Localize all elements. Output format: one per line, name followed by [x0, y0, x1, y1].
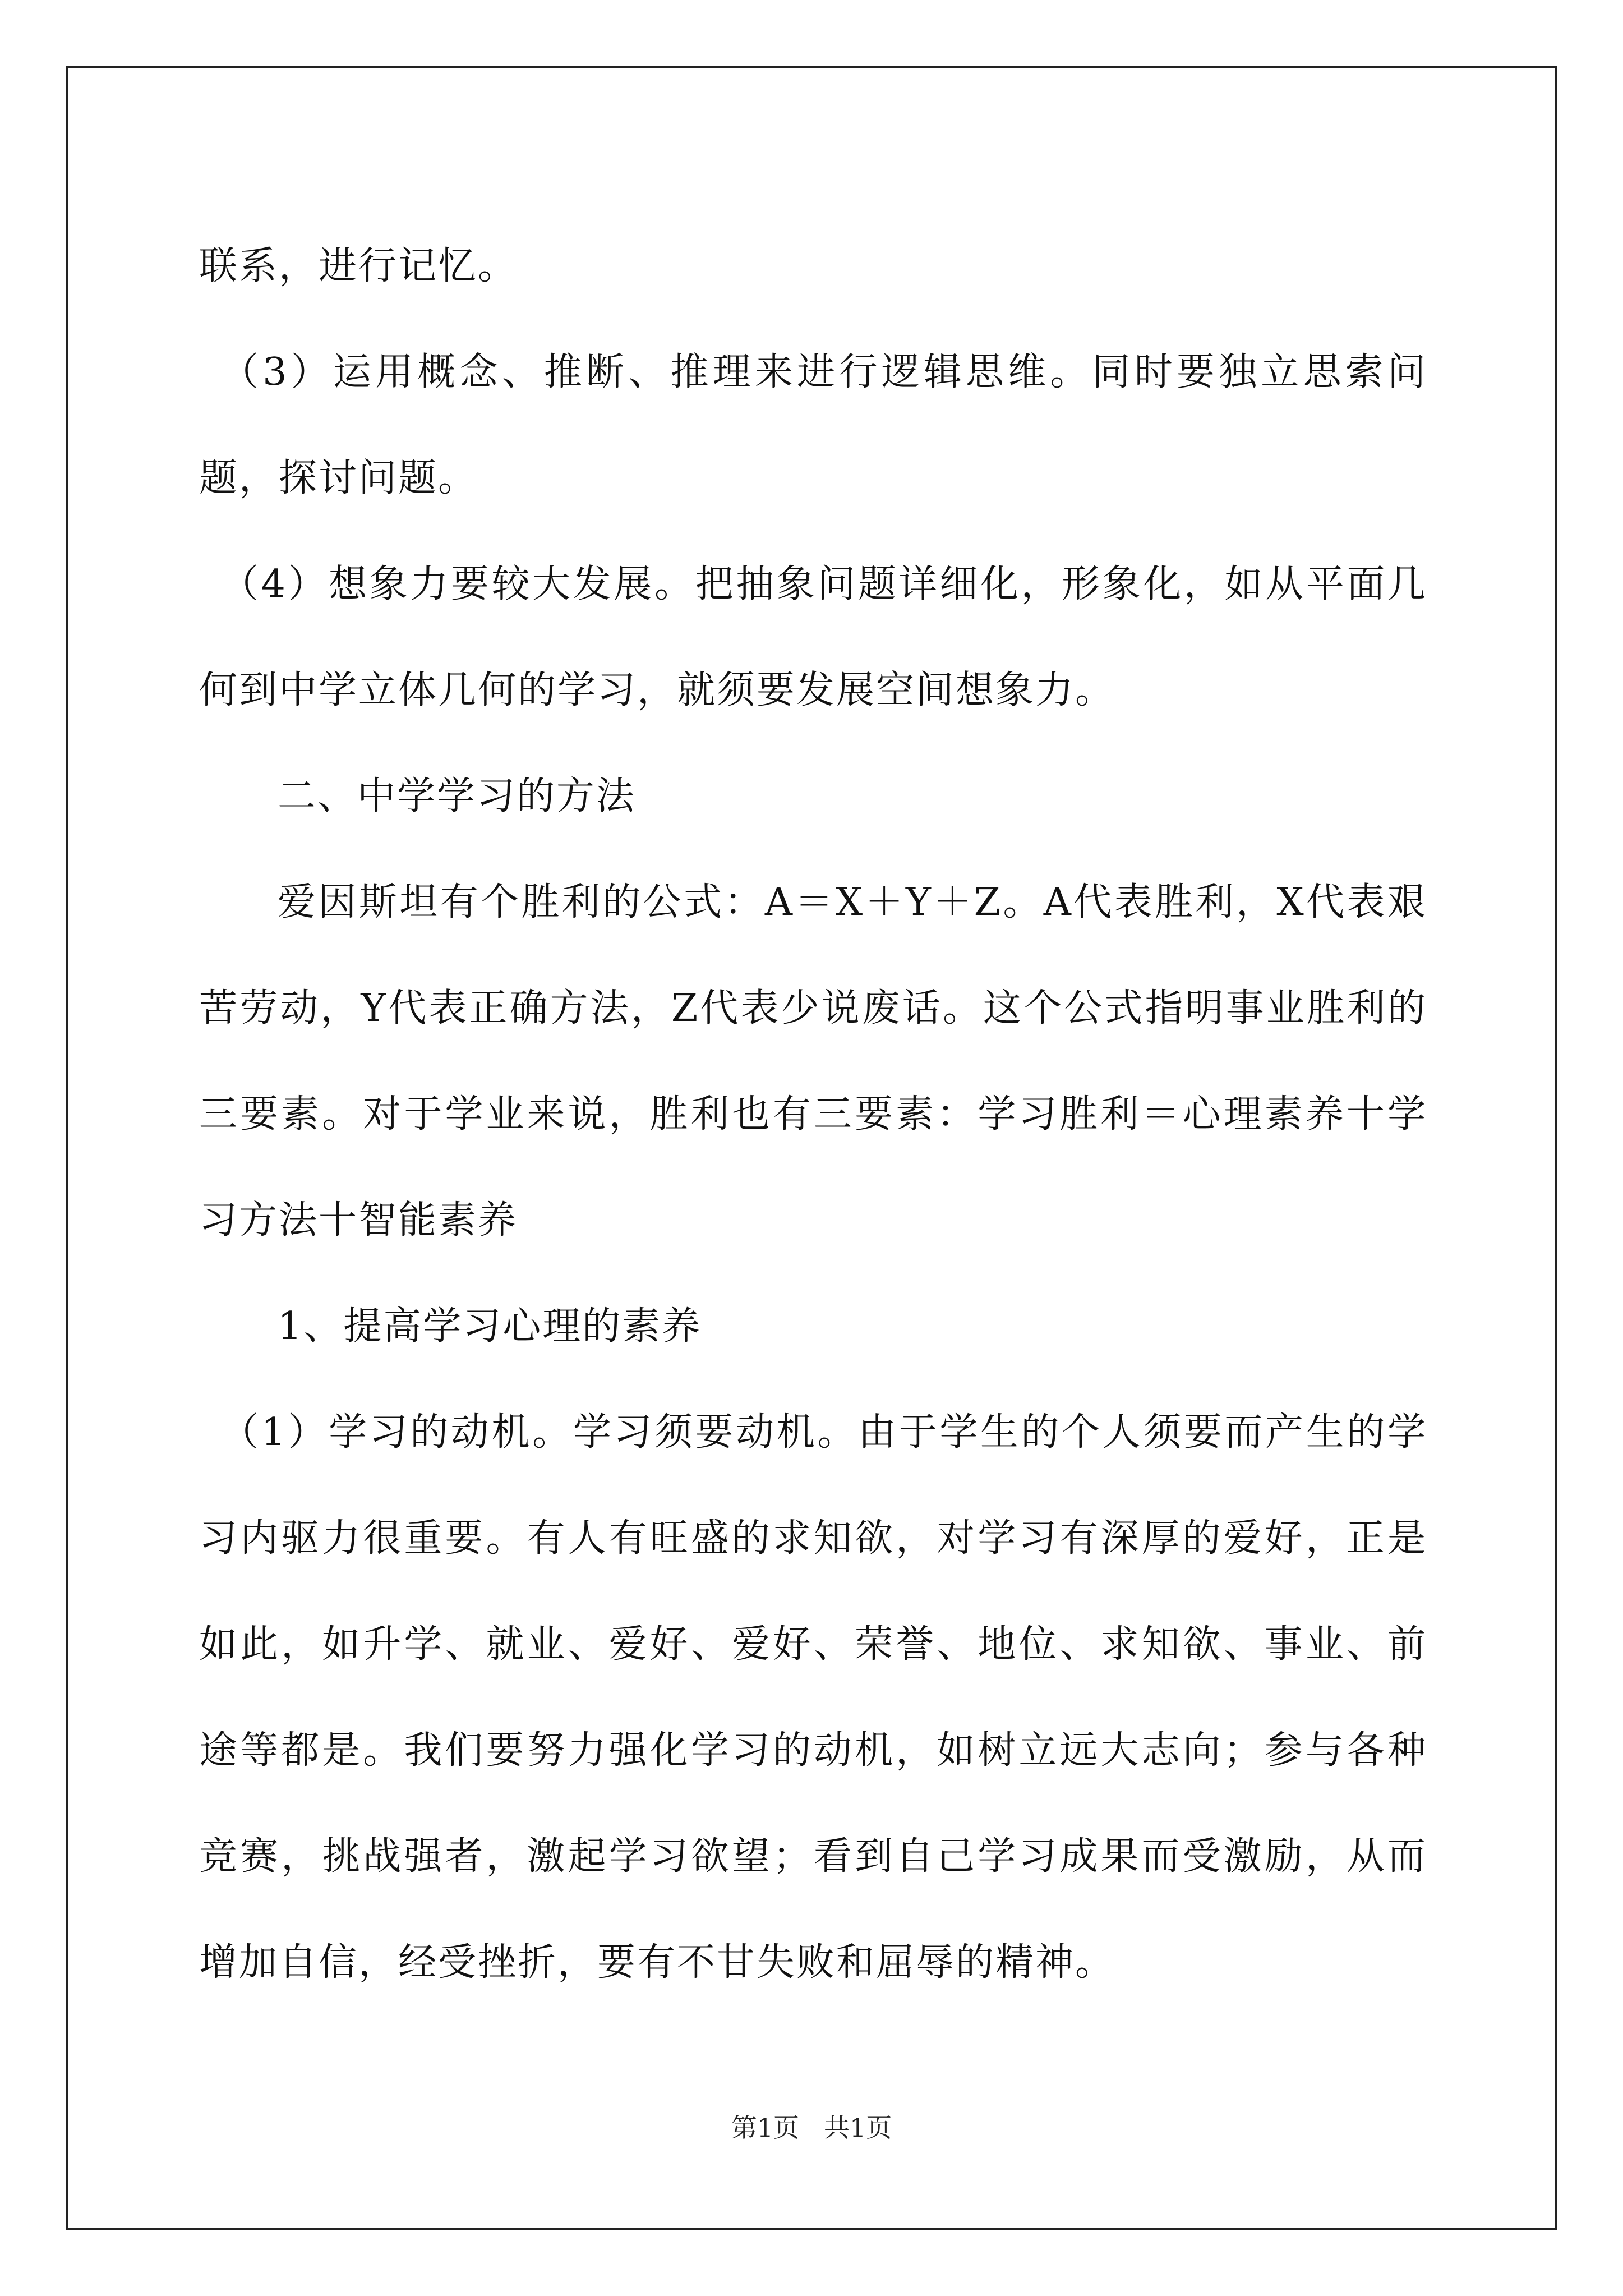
paragraph-einstein-formula: 爱因斯坦有个胜利的公式：A＝X＋Y＋Z。A代表胜利，X代表艰苦劳动，Y代表正确方法，Z代表少说废话。这个公式指明事业胜利的三要素。对于学业来说，胜利也有三要素：学习胜利＝心理素养十学习方法十智能素养: [199, 880, 1427, 1243]
paragraph-motivation: （1）学习的动机。学习须要动机。由于学生的个人须要而产生的学习内驱力很重要。有人有旺盛的求知欲，对学习有深厚的爱好，正是如此，如升学、就业、爱好、爱好、荣誉、地位、求知欲、事业、前途等都是。我们要努力强化学习的动机，如树立远大志向；参与各种竞赛，挑战强者，激起学习欲望；看到自己学习成果而受激励，从而增加自信，经受挫折，要有不甘失败和屈辱的精神。: [199, 1410, 1427, 1985]
page-number-total: 共1页: [823, 2113, 892, 2143]
section-heading-methods: 二、中学学习的方法: [278, 774, 637, 818]
page-footer: [0, 2108, 1623, 2145]
paragraph-item-4: （4）想象力要较大发展。把抽象问题详细化，形象化，如从平面几何到中学立体几何的学习，就须要发展空间想象力。: [199, 562, 1427, 712]
page-number-current: 第1页: [731, 2113, 800, 2143]
paragraph-item-3: （3）运用概念、推断、推理来进行逻辑思维。同时要独立思索问题，探讨问题。: [199, 350, 1427, 500]
paragraph-continuation: 联系，进行记忆。: [199, 244, 518, 288]
subheading-psychology: 1、提高学习心理的素养: [278, 1304, 702, 1349]
document-body: [199, 213, 1427, 2016]
